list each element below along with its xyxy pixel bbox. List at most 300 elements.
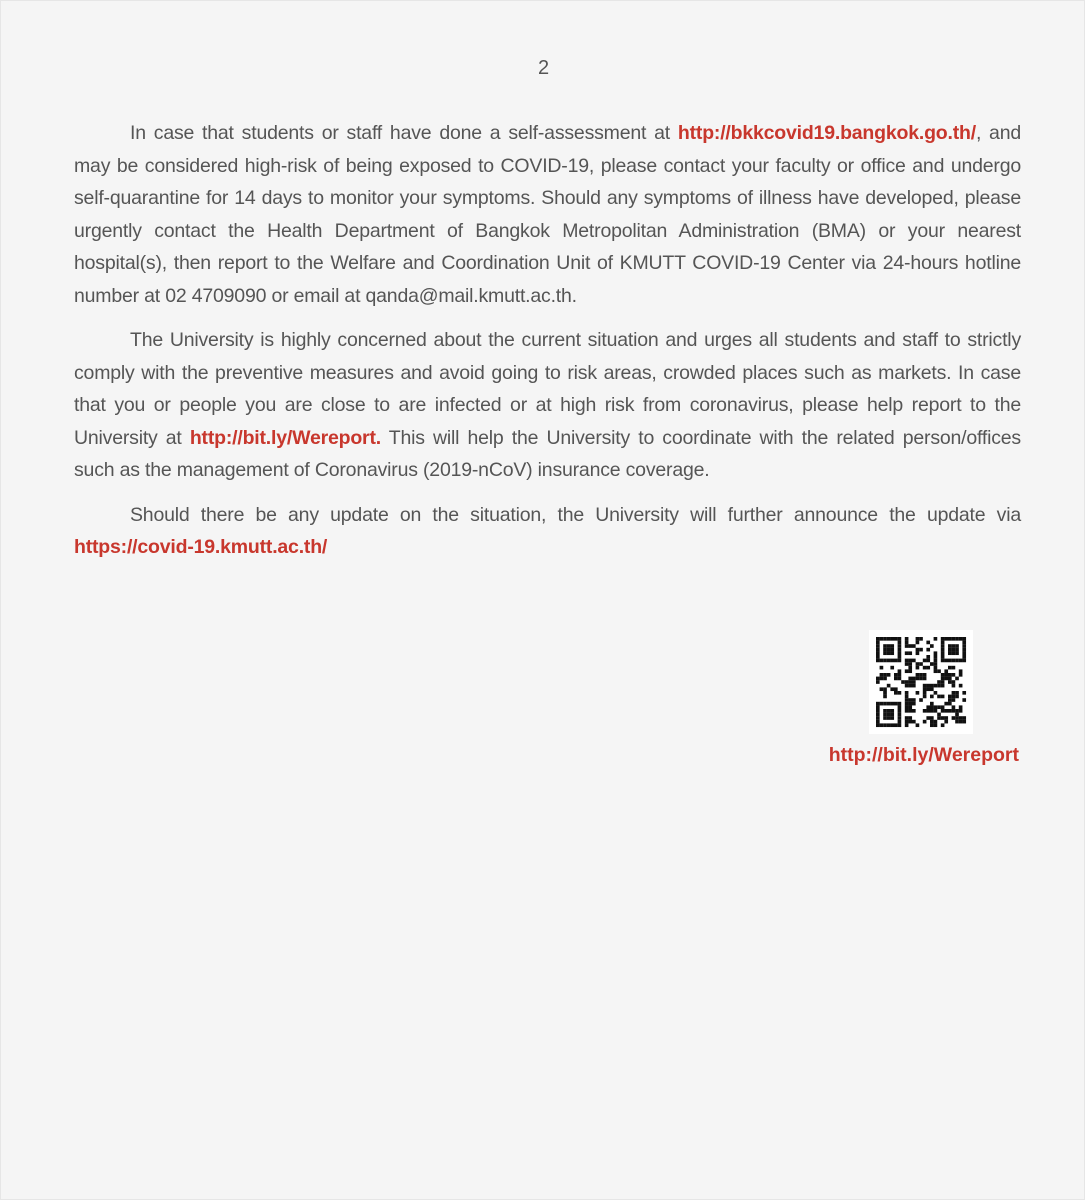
qr-module (934, 720, 938, 724)
qr-module (952, 666, 956, 670)
qr-module (944, 720, 948, 724)
qr-module (880, 702, 884, 706)
qr-module (959, 684, 963, 688)
qr-module (876, 716, 880, 720)
qr-module (919, 698, 923, 702)
qr-module (948, 666, 952, 670)
qr-module (952, 709, 956, 713)
qr-module (883, 659, 887, 663)
qr-module (948, 677, 952, 681)
qr-module (905, 651, 909, 655)
qr-code-graphic (869, 630, 973, 734)
qr-module (890, 702, 894, 706)
qr-module (905, 695, 909, 699)
qr-module (941, 644, 945, 648)
qr-module (923, 695, 927, 699)
covid19-kmutt-link[interactable]: https://covid-19.kmutt.ac.th/ (74, 536, 328, 558)
qr-module (905, 644, 909, 648)
qr-module (898, 644, 902, 648)
qr-module (876, 655, 880, 659)
qr-module (883, 691, 887, 695)
qr-module (941, 705, 945, 709)
qr-module (898, 641, 902, 645)
qr-module (912, 680, 916, 684)
qr-module (905, 723, 909, 727)
qr-module (894, 691, 898, 695)
qr-module (887, 644, 891, 648)
qr-module (905, 680, 909, 684)
qr-module (905, 716, 909, 720)
qr-module (887, 713, 891, 717)
qr-module (883, 651, 887, 655)
qr-module (962, 644, 966, 648)
qr-module (916, 666, 920, 670)
qr-module (941, 659, 945, 663)
qr-module (898, 648, 902, 652)
qr-module (923, 684, 927, 688)
qr-module (905, 637, 909, 641)
qr-module (887, 702, 891, 706)
qr-module (876, 723, 880, 727)
qr-module (923, 659, 927, 663)
qr-module (959, 716, 963, 720)
qr-module (876, 713, 880, 717)
qr-module (908, 684, 912, 688)
qr-module (916, 723, 920, 727)
qr-module (894, 702, 898, 706)
qr-module (898, 669, 902, 673)
qr-module (959, 709, 963, 713)
qr-module (912, 644, 916, 648)
qr-module (959, 659, 963, 663)
qr-module (948, 698, 952, 702)
qr-module (898, 691, 902, 695)
qr-module (948, 673, 952, 677)
qr-code-icon[interactable] (869, 630, 973, 734)
qr-module (941, 680, 945, 684)
paragraph-update (74, 499, 1021, 564)
qr-module (926, 705, 930, 709)
qr-module (908, 680, 912, 684)
qr-module (890, 637, 894, 641)
qr-module (898, 716, 902, 720)
qr-module (926, 687, 930, 691)
qr-module (955, 659, 959, 663)
qr-module (905, 720, 909, 724)
qr-module (876, 677, 880, 681)
paragraph-text: The University is highly concerned about the current situation and urges all students and staff to strictly comply with the preventive measures and avoid going to risk areas, crowded places such as markets. In case that you or people you are close to are infected or at high risk from coronavirus, please help report to the University at (74, 329, 1021, 449)
qr-module (905, 641, 909, 645)
qr-module (912, 720, 916, 724)
qr-module (934, 705, 938, 709)
qr-module (898, 723, 902, 727)
qr-module (883, 716, 887, 720)
qr-module (880, 673, 884, 677)
paragraph-self-assessment (74, 117, 1021, 312)
qr-module (941, 651, 945, 655)
qr-module (880, 666, 884, 670)
qr-module (955, 695, 959, 699)
qr-module (941, 684, 945, 688)
qr-module (934, 723, 938, 727)
qr-module (937, 669, 941, 673)
qr-module (912, 702, 916, 706)
qr-module (898, 655, 902, 659)
qr-module (916, 641, 920, 645)
qr-module (944, 677, 948, 681)
qr-module (948, 648, 952, 652)
qr-module (876, 720, 880, 724)
qr-module (916, 648, 920, 652)
qr-module (941, 723, 945, 727)
bkkcovid19-link[interactable]: http://bkkcovid19.bangkok.go.th/ (677, 122, 976, 144)
qr-module (955, 709, 959, 713)
qr-module (876, 644, 880, 648)
qr-module (962, 691, 966, 695)
qr-module (912, 659, 916, 663)
qr-module (919, 662, 923, 666)
qr-module (890, 659, 894, 663)
qr-module (898, 709, 902, 713)
qr-module (959, 673, 963, 677)
qr-module (887, 709, 891, 713)
qr-module (959, 720, 963, 724)
qr-module (934, 669, 938, 673)
qr-module (934, 691, 938, 695)
qr-module (959, 637, 963, 641)
qr-module (952, 637, 956, 641)
qr-module (916, 673, 920, 677)
qr-module (948, 709, 952, 713)
qr-module (883, 713, 887, 717)
qr-module (934, 637, 938, 641)
qr-module (941, 641, 945, 645)
qr-module (930, 687, 934, 691)
qr-module (934, 659, 938, 663)
qr-module (894, 659, 898, 663)
qr-module (923, 687, 927, 691)
qr-module (941, 695, 945, 699)
qr-module (912, 698, 916, 702)
qr-module (898, 659, 902, 663)
paragraph-text: This will help the University to coordinate with the related person/offices such as the management of Coronavirus (2019-nCoV) insurance coverage. (74, 426, 1021, 481)
qr-module (952, 695, 956, 699)
paragraph-text: In case that students or staff have done a self-assessment at (130, 122, 678, 144)
qr-module (898, 713, 902, 717)
qr-module (941, 648, 945, 652)
qr-module (916, 691, 920, 695)
qr-module (908, 702, 912, 706)
qr-module (876, 709, 880, 713)
qr-module (962, 655, 966, 659)
qr-module (887, 723, 891, 727)
page-number: 2 (537, 57, 550, 79)
qr-module (894, 673, 898, 677)
qr-module (890, 716, 894, 720)
qr-module (887, 659, 891, 663)
qr-module (937, 680, 941, 684)
qr-module (898, 720, 902, 724)
qr-module (941, 655, 945, 659)
qr-module (905, 702, 909, 706)
qr-module (912, 684, 916, 688)
qr-module (955, 651, 959, 655)
qr-module (887, 637, 891, 641)
qr-module (937, 716, 941, 720)
qr-module (916, 662, 920, 666)
qr-module (898, 702, 902, 706)
qr-module (890, 709, 894, 713)
qr-module (876, 648, 880, 652)
qr-module (952, 648, 956, 652)
qr-module (952, 651, 956, 655)
qr-module (908, 662, 912, 666)
qr-module (948, 644, 952, 648)
qr-module (962, 641, 966, 645)
qr-module (908, 677, 912, 681)
qr-module (930, 709, 934, 713)
qr-module (880, 659, 884, 663)
qr-module (905, 709, 909, 713)
qr-module (948, 637, 952, 641)
qr-module (890, 644, 894, 648)
qr-module (937, 684, 941, 688)
qr-module (923, 691, 927, 695)
qr-module (937, 705, 941, 709)
qr-module (934, 655, 938, 659)
qr-module (890, 648, 894, 652)
qr-module (883, 648, 887, 652)
qr-module (901, 680, 905, 684)
qr-module (883, 644, 887, 648)
qr-module (887, 716, 891, 720)
qr-module (905, 684, 909, 688)
qr-module (930, 662, 934, 666)
qr-module (912, 709, 916, 713)
qr-module (883, 702, 887, 706)
qr-module (876, 702, 880, 706)
qr-module (955, 716, 959, 720)
qr-module (962, 698, 966, 702)
qr-module (908, 659, 912, 663)
qr-module (930, 644, 934, 648)
qr-module (883, 673, 887, 677)
qr-module (890, 666, 894, 670)
qr-module (926, 666, 930, 670)
qr-module (926, 655, 930, 659)
qr-module (876, 651, 880, 655)
qr-module (952, 680, 956, 684)
qr-module (923, 666, 927, 670)
qr-module (898, 651, 902, 655)
qr-module (926, 648, 930, 652)
qr-module (923, 720, 927, 724)
qr-module (916, 651, 920, 655)
paragraph-text: , and may be considered high-risk of being exposed to COVID-19, please contact your faculty or office and undergo self-quarantine for 14 days to monitor your symptoms. Should any symptoms of illness have developed, please urgently contact the Health Department of Bangkok Metropolitan Administration (BMA) or your nearest hospital(s), then report to the Welfare and Coordination Unit of KMUTT COVID-19 Center via 24-hours hotline number at 02 4709090 or email at qanda@mail.kmutt.ac.th. (74, 122, 1021, 307)
qr-module (952, 673, 956, 677)
qr-module (934, 709, 938, 713)
qr-module (876, 641, 880, 645)
qr-module (941, 673, 945, 677)
qr-module (919, 637, 923, 641)
qr-module (883, 723, 887, 727)
qr-module (883, 695, 887, 699)
qr-module (898, 705, 902, 709)
qr-module (916, 677, 920, 681)
qr-module (926, 641, 930, 645)
qr-module (880, 677, 884, 681)
qr-module (948, 702, 952, 706)
qr-module (937, 695, 941, 699)
qr-module (887, 651, 891, 655)
qr-module (941, 677, 945, 681)
qr-module (930, 716, 934, 720)
qr-module (923, 673, 927, 677)
qr-module (944, 637, 948, 641)
qr-caption-link[interactable]: http://bit.ly/Wereport (828, 744, 1019, 766)
qr-module (908, 651, 912, 655)
qr-module (898, 637, 902, 641)
qr-module (883, 637, 887, 641)
qr-module (955, 720, 959, 724)
qr-module (962, 648, 966, 652)
qr-module (908, 644, 912, 648)
qr-module (944, 702, 948, 706)
qr-module (959, 669, 963, 673)
qr-module (876, 705, 880, 709)
qr-module (905, 662, 909, 666)
qr-module (952, 684, 956, 688)
qr-module (944, 716, 948, 720)
qr-module (890, 651, 894, 655)
qr-module (887, 648, 891, 652)
qr-module (919, 677, 923, 681)
qr-module (955, 648, 959, 652)
qr-module (944, 673, 948, 677)
qr-module (894, 677, 898, 681)
qr-module (890, 687, 894, 691)
qr-module (926, 716, 930, 720)
qr-module (883, 709, 887, 713)
qr-module (876, 680, 880, 684)
qr-module (962, 659, 966, 663)
qr-module (934, 651, 938, 655)
qr-module (908, 698, 912, 702)
qr-module (876, 637, 880, 641)
qr-module (883, 677, 887, 681)
qr-module (937, 713, 941, 717)
qr-module (930, 723, 934, 727)
qr-module (962, 651, 966, 655)
qr-module (944, 669, 948, 673)
qr-module (934, 666, 938, 670)
qr-module (962, 637, 966, 641)
qr-module (919, 648, 923, 652)
qr-module (905, 669, 909, 673)
wereport-link[interactable]: http://bit.ly/Wereport. (189, 426, 381, 449)
qr-module (908, 666, 912, 670)
qr-module (948, 651, 952, 655)
qr-module (948, 659, 952, 663)
qr-module (930, 705, 934, 709)
qr-module (923, 677, 927, 681)
qr-module (930, 720, 934, 724)
qr-module (898, 673, 902, 677)
qr-module (887, 673, 891, 677)
qr-module (962, 720, 966, 724)
qr-module (908, 716, 912, 720)
qr-module (930, 695, 934, 699)
qr-module (876, 659, 880, 663)
qr-module (898, 677, 902, 681)
qr-module (908, 720, 912, 724)
qr-module (916, 637, 920, 641)
qr-module (959, 705, 963, 709)
qr-module (941, 637, 945, 641)
qr-module (887, 684, 891, 688)
qr-module (934, 662, 938, 666)
qr-module (955, 677, 959, 681)
qr-module (948, 695, 952, 699)
document-body (74, 117, 1021, 576)
qr-module (905, 698, 909, 702)
qr-module (894, 687, 898, 691)
qr-module (952, 659, 956, 663)
qr-module (962, 716, 966, 720)
qr-module (941, 716, 945, 720)
qr-module (955, 637, 959, 641)
qr-module (926, 709, 930, 713)
qr-module (905, 659, 909, 663)
qr-module (952, 698, 956, 702)
qr-module (905, 705, 909, 709)
qr-module (908, 669, 912, 673)
qr-module (944, 709, 948, 713)
qr-module (880, 723, 884, 727)
qr-module (908, 705, 912, 709)
qr-module (919, 673, 923, 677)
qr-module (930, 702, 934, 706)
qr-module (955, 644, 959, 648)
qr-module (944, 659, 948, 663)
qr-module (880, 637, 884, 641)
qr-module (948, 680, 952, 684)
qr-module (880, 687, 884, 691)
qr-module (952, 716, 956, 720)
qr-module (926, 659, 930, 663)
qr-module (941, 709, 945, 713)
qr-module (894, 637, 898, 641)
qr-module (934, 684, 938, 688)
qr-module (952, 644, 956, 648)
qr-module (952, 705, 956, 709)
qr-module (912, 677, 916, 681)
qr-module (955, 713, 959, 717)
qr-module (926, 684, 930, 688)
paragraph-text: Should there be any update on the situation, the University will further announce the update via (130, 503, 1021, 526)
qr-module (905, 691, 909, 695)
qr-module (908, 709, 912, 713)
qr-module (952, 691, 956, 695)
qr-module (955, 691, 959, 695)
qr-module (930, 684, 934, 688)
paragraph-report (74, 324, 1021, 487)
qr-module (890, 713, 894, 717)
qr-module (923, 709, 927, 713)
qr-module (883, 687, 887, 691)
qr-module (894, 723, 898, 727)
qr-module (890, 723, 894, 727)
